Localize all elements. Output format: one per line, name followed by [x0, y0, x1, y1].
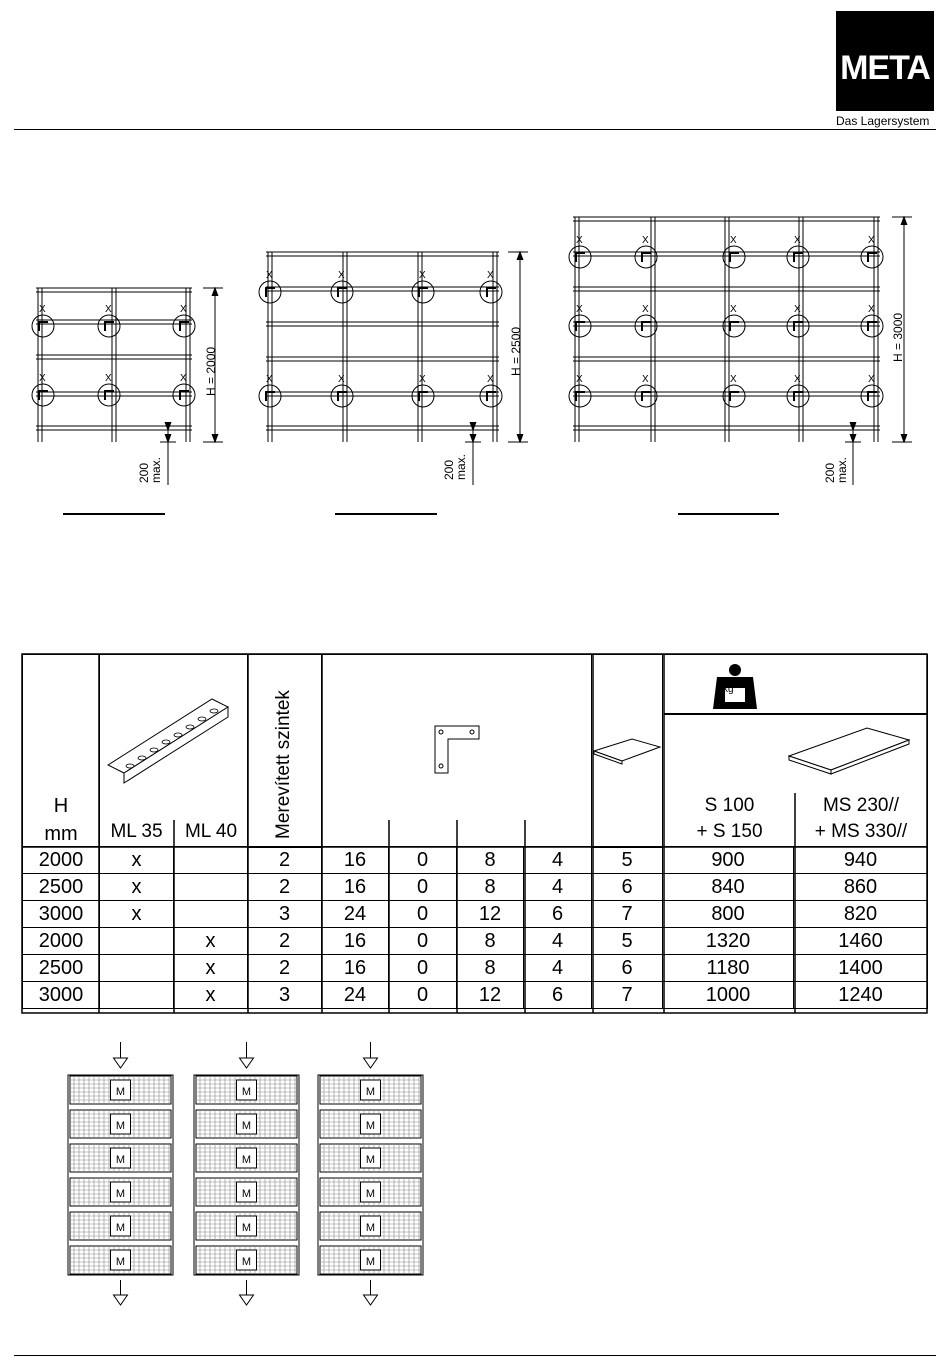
stiffener-mark: X — [642, 235, 649, 246]
label-plate-text: M — [365, 1154, 376, 1166]
table-cell: x — [174, 955, 248, 982]
label-plate-text: M — [241, 1086, 252, 1098]
stiffener-mark: X — [730, 235, 737, 246]
label-plate-text: M — [115, 1222, 126, 1234]
table-cell: 16 — [322, 847, 389, 874]
table-cell: 840 — [663, 874, 794, 901]
stiffener-mark: X — [419, 270, 426, 281]
table-cell: 6 — [524, 982, 592, 1009]
kg-label: kg — [723, 684, 734, 695]
table-cell: 4 — [524, 874, 592, 901]
table-cell: 8 — [457, 847, 524, 874]
label-plate-text: M — [241, 1188, 252, 1200]
table-cell: 3 — [248, 982, 322, 1009]
s-header — [664, 793, 795, 845]
stiffener-mark: X — [794, 374, 801, 385]
stiffener-mark: X — [794, 235, 801, 246]
stiffener-mark: X — [180, 304, 187, 315]
stiffener-mark: X — [266, 374, 273, 385]
ms-line2: + MS 330// — [814, 821, 908, 842]
table-cell: 4 — [524, 928, 592, 955]
table-cell: 6 — [524, 901, 592, 928]
table-cell: 2000 — [23, 847, 100, 874]
table-cell: 12 — [457, 982, 524, 1009]
table-cell: 1000 — [663, 982, 794, 1009]
table-cell: x — [100, 901, 174, 928]
stiffener-mark: X — [868, 235, 875, 246]
table-cell: 0 — [389, 847, 457, 874]
frame-3-bottom-label: 200 — [823, 462, 837, 483]
stiffener-mark: X — [642, 304, 649, 315]
label-plate-text: M — [115, 1086, 126, 1098]
table-cell: 2 — [248, 874, 322, 901]
stiffener-mark: X — [487, 270, 494, 281]
table-cell: 800 — [663, 901, 794, 928]
label-plate-text: M — [365, 1256, 376, 1268]
stiffener-mark: X — [419, 374, 426, 385]
stiffener-mark: X — [576, 304, 583, 315]
table-cell: 3 — [248, 901, 322, 928]
table-cell: 0 — [389, 874, 457, 901]
ms-line1: MS 230// — [822, 795, 900, 816]
load-arrow-head — [240, 1058, 254, 1068]
stiffener-mark: X — [868, 304, 875, 315]
table-cell: 3000 — [23, 982, 100, 1009]
table-cell: 2000 — [23, 928, 100, 955]
label-plate-text: M — [115, 1188, 126, 1200]
frame-1-bottom-label: 200 — [137, 462, 151, 483]
table-cell: 0 — [389, 982, 457, 1009]
stiffener-mark: X — [642, 374, 649, 385]
load-arrow-head — [114, 1295, 128, 1305]
table-cell: 2 — [248, 955, 322, 982]
stiffener-mark: X — [868, 374, 875, 385]
stiffener-mark: X — [487, 374, 494, 385]
rack-frame — [68, 1075, 173, 1275]
table-cell: 900 — [663, 847, 794, 874]
stiffener-mark: X — [730, 374, 737, 385]
label-plate-text: M — [241, 1120, 252, 1132]
rack-frame — [318, 1075, 423, 1275]
label-plate-text: M — [365, 1086, 376, 1098]
table-cell: 6 — [592, 955, 663, 982]
stiffener-mark: X — [730, 304, 737, 315]
rack-illustrations — [0, 1030, 450, 1320]
table-cell: 2500 — [23, 955, 100, 982]
label-plate-text: M — [365, 1222, 376, 1234]
table-cell: x — [100, 847, 174, 874]
frame-2-bottom-label: 200 — [442, 459, 456, 480]
load-arrow-head — [364, 1058, 378, 1068]
table-cell: 8 — [457, 874, 524, 901]
stiffener-mark: X — [338, 270, 345, 281]
stiffener-mark: X — [266, 270, 273, 281]
load-arrow-head — [114, 1058, 128, 1068]
table-cell: 24 — [322, 901, 389, 928]
table-cell: 4 — [524, 847, 592, 874]
frame-2-bottom-label2: max. — [454, 453, 468, 480]
table-cell: 0 — [389, 928, 457, 955]
table-cell: 0 — [389, 955, 457, 982]
table-cell: 0 — [389, 901, 457, 928]
top-shelf-image — [785, 720, 915, 780]
label-plate-text: M — [365, 1188, 376, 1200]
s-line1: S 100 — [704, 795, 755, 816]
table-cell: 1400 — [794, 955, 928, 982]
table-cell: 12 — [457, 901, 524, 928]
frame-1-bottom-label2: max. — [149, 456, 163, 483]
table-cell: 1180 — [663, 955, 794, 982]
stiffener-mark: X — [338, 374, 345, 385]
table-cell: 24 — [322, 982, 389, 1009]
stiffener-mark: X — [39, 373, 46, 384]
label-plate-text: M — [115, 1256, 126, 1268]
label-plate-text: M — [115, 1120, 126, 1132]
table-cell: 16 — [322, 928, 389, 955]
logo-tagline: Das Lagersystem — [836, 114, 930, 128]
h-label: H — [53, 794, 69, 817]
stiffener-mark: X — [794, 304, 801, 315]
table-cell: x — [174, 928, 248, 955]
table-cell: 6 — [592, 874, 663, 901]
table-cell: 2500 — [23, 874, 100, 901]
mm-label: mm — [44, 822, 78, 845]
ml40-label: ML 40 — [184, 821, 238, 842]
table-cell: 8 — [457, 955, 524, 982]
stiffener-mark: X — [576, 374, 583, 385]
label-plate-text: M — [365, 1120, 376, 1132]
stiffener-mark: X — [105, 304, 112, 315]
table-cell: 940 — [794, 847, 928, 874]
table-cell: 820 — [794, 901, 928, 928]
table-cell: 2 — [248, 928, 322, 955]
stiffener-mark: X — [39, 304, 46, 315]
table-cell: 16 — [322, 874, 389, 901]
table-cell: 3000 — [23, 901, 100, 928]
frame-3-height-label: H = 3000 — [891, 312, 905, 362]
table-cell: 860 — [794, 874, 928, 901]
frame-2-height-label: H = 2500 — [509, 326, 523, 376]
table-cell: 16 — [322, 955, 389, 982]
label-plate-text: M — [241, 1222, 252, 1234]
table-cell: 4 — [524, 955, 592, 982]
logo-text: META — [840, 49, 930, 87]
table-cell: 7 — [592, 982, 663, 1009]
table-cell: x — [100, 874, 174, 901]
rack-frame — [194, 1075, 299, 1275]
table-cell: 1460 — [794, 928, 928, 955]
stiffener-mark: X — [180, 373, 187, 384]
table-cell: 1320 — [663, 928, 794, 955]
table-cell: 8 — [457, 928, 524, 955]
s-line2: + S 150 — [696, 821, 763, 842]
frame-1-height-label: H = 2000 — [204, 346, 218, 396]
table-cell: 2 — [248, 847, 322, 874]
load-arrow-head — [364, 1295, 378, 1305]
label-plate-text: M — [115, 1154, 126, 1166]
stiffener-mark: X — [576, 235, 583, 246]
levels-label: Merevített szintek — [273, 690, 294, 839]
table-cell: x — [174, 982, 248, 1009]
load-arrow-head — [240, 1295, 254, 1305]
table-cell: 5 — [592, 928, 663, 955]
ms-header — [795, 793, 927, 845]
stiffener-mark: X — [105, 373, 112, 384]
frame-3-bottom-label2: max. — [835, 456, 849, 483]
ml35-label: ML 35 — [110, 821, 163, 842]
label-plate-text: M — [241, 1154, 252, 1166]
table-cell: 5 — [592, 847, 663, 874]
label-plate-text: M — [241, 1256, 252, 1268]
table-cell: 1240 — [794, 982, 928, 1009]
table-cell: 7 — [592, 901, 663, 928]
